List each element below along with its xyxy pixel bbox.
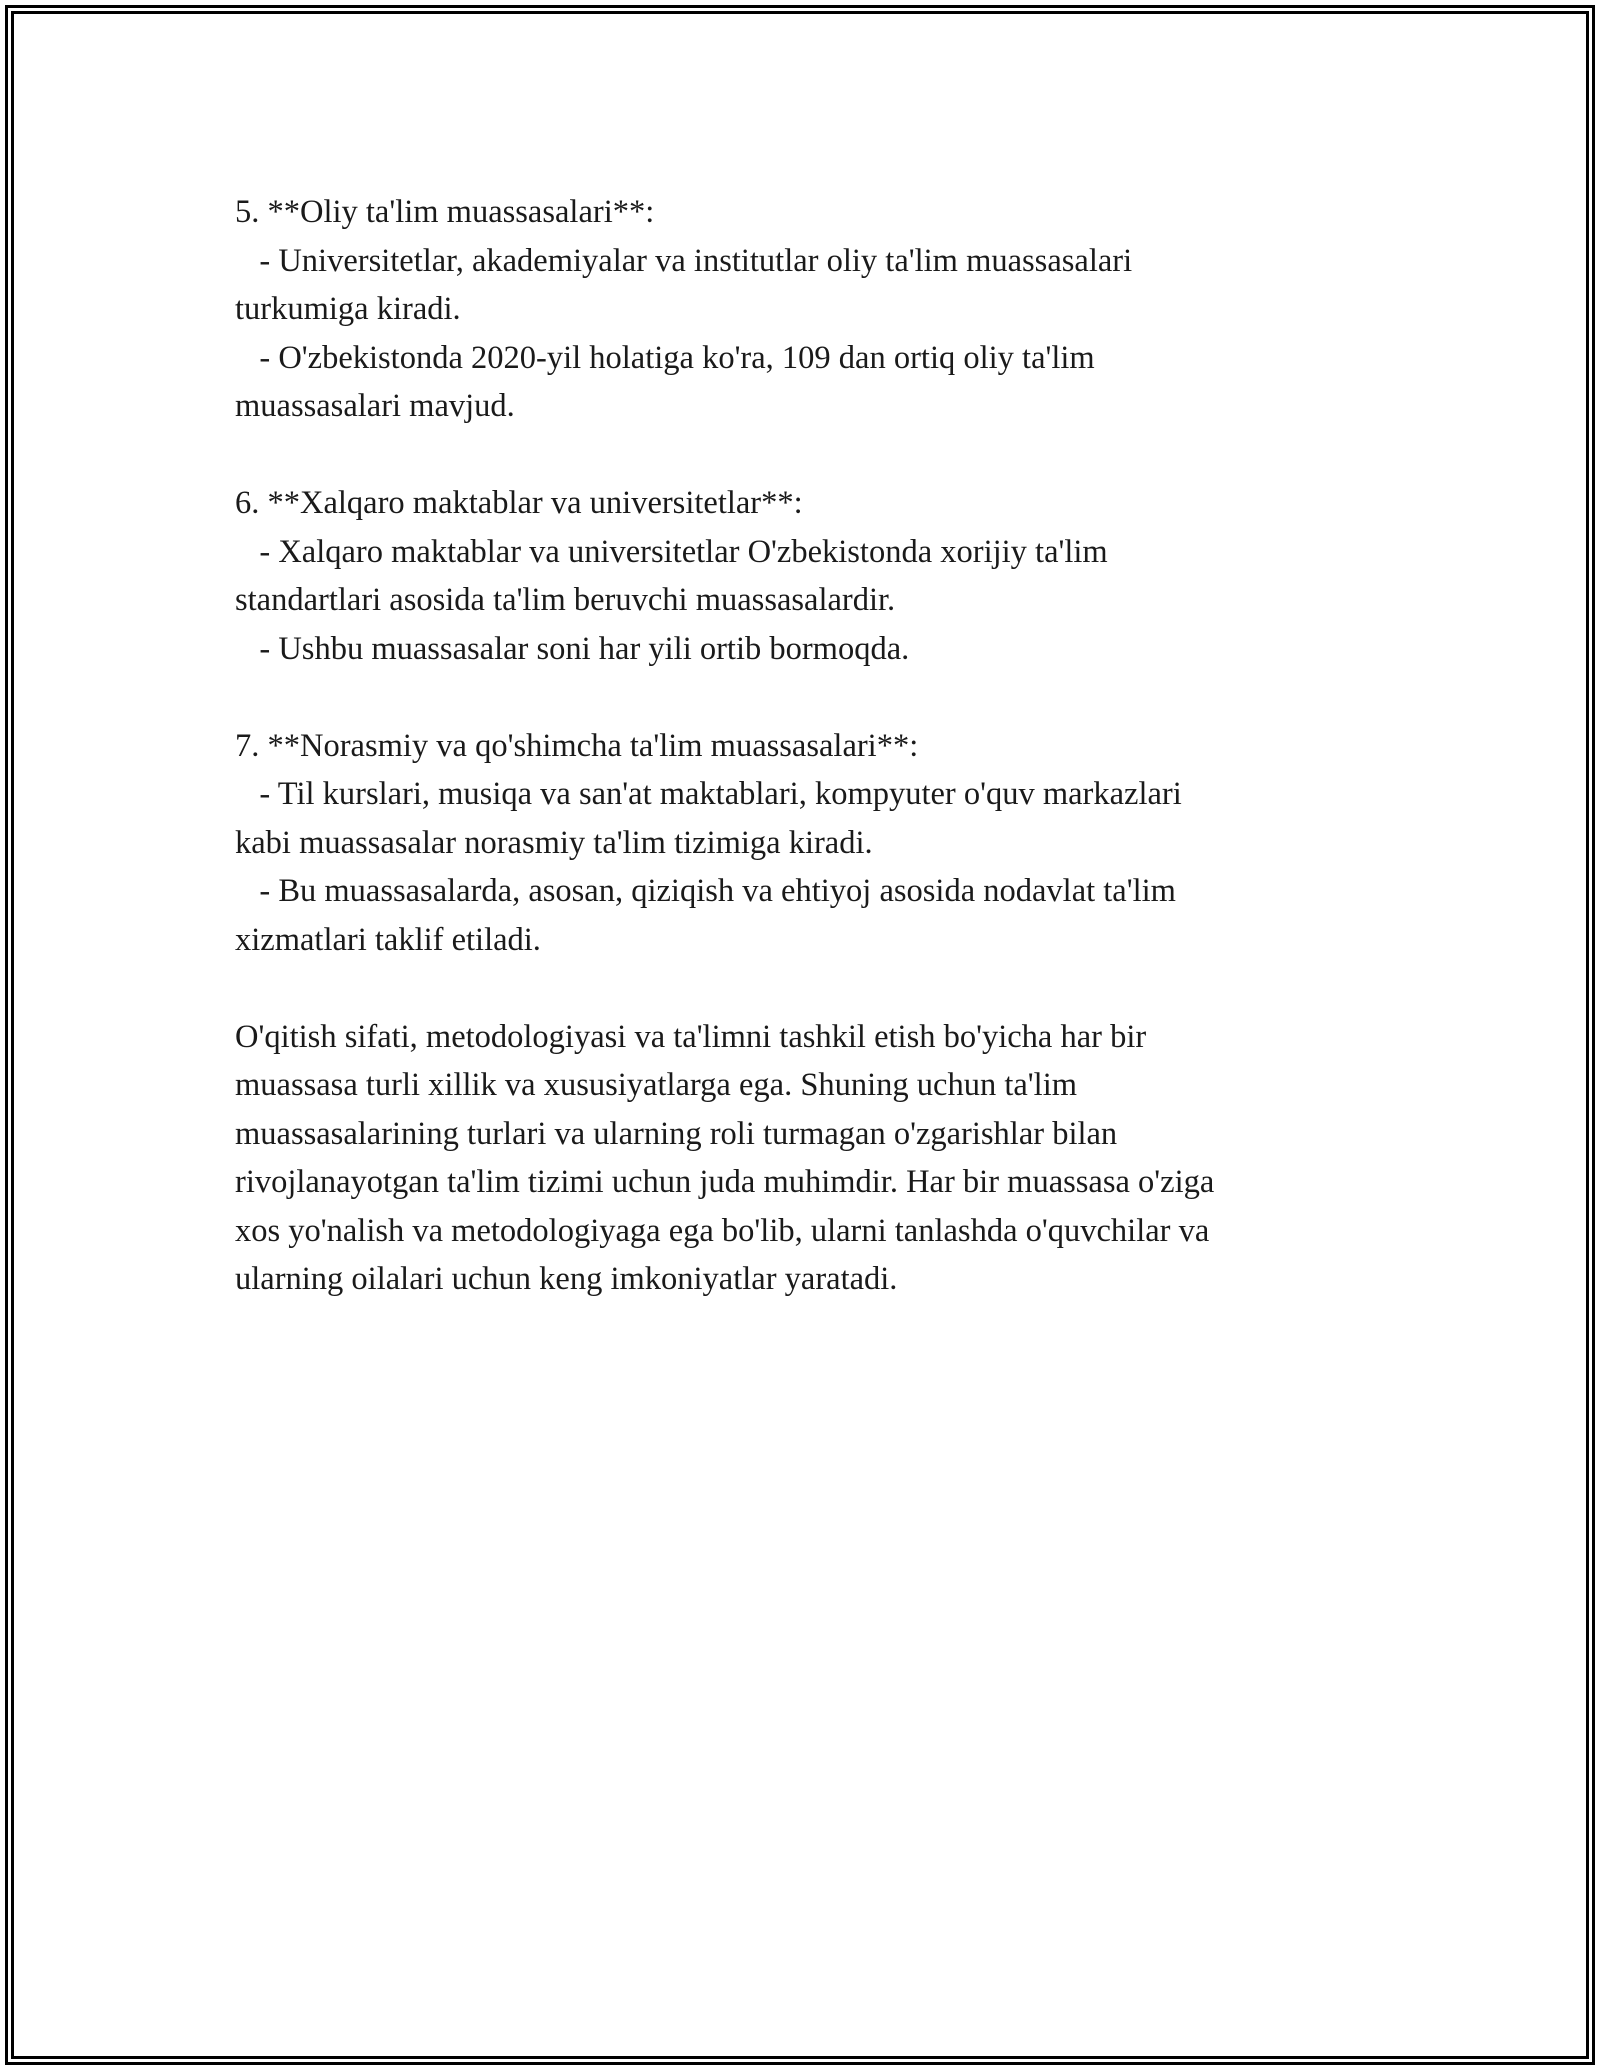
section-line: - Xalqaro maktablar va universitetlar O'zbekistonda xorijiy ta'lim — [235, 533, 1108, 570]
paragraph-line: ularning oilalari uchun keng imkoniyatlar yaratadi. — [235, 1261, 898, 1297]
section-line: - Til kurslari, musiqa va san'at maktablari, kompyuter o'quv markazlari — [235, 776, 1182, 812]
paragraph-line: xos yo'nalish va metodologiyaga ega bo'lib, ularni tanlashda o'quvchilar va — [235, 1212, 1210, 1249]
paragraph-line: muassasa turli xillik va xususiyatlarga ega. Shuning uchun ta'lim — [235, 1067, 1078, 1103]
section-6 — [235, 479, 1395, 673]
section-heading: 6. **Xalqaro maktablar va universitetlar**: — [235, 485, 803, 521]
section-line: muassasalari mavjud. — [235, 388, 515, 424]
section-line: kabi muassasalar norasmiy ta'lim tizimiga kiradi. — [235, 824, 873, 861]
paragraph-line: muassasalarining turlari va ularning roli turmagan o'zgarishlar bilan — [235, 1115, 1118, 1152]
section-7 — [235, 722, 1395, 965]
conclusion-paragraph — [235, 1013, 1395, 1304]
section-line: turkumiga kiradi. — [235, 291, 461, 327]
section-heading: 5. **Oliy ta'lim muassasalari**: — [235, 194, 655, 230]
section-line: - Ushbu muassasalar soni har yili ortib bormoqda. — [235, 630, 910, 667]
section-line: - Universitetlar, akademiyalar va institutlar oliy ta'lim muassasalari — [235, 242, 1133, 279]
section-line: - O'zbekistonda 2020-yil holatiga ko'ra, 109 dan ortiq oliy ta'lim — [235, 339, 1095, 376]
section-line: xizmatlari taklif etiladi. — [235, 921, 541, 958]
document-body — [235, 188, 1395, 1352]
section-heading: 7. **Norasmiy va qo'shimcha ta'lim muassasalari**: — [235, 727, 919, 764]
section-line: - Bu muassasalarda, asosan, qiziqish va ehtiyoj asosida nodavlat ta'lim — [235, 873, 1176, 909]
paragraph-line: O'qitish sifati, metodologiyasi va ta'limni tashkil etish bo'yicha har bir — [235, 1018, 1147, 1055]
paragraph-line: rivojlanayotgan ta'lim tizimi uchun juda muhimdir. Har bir muassasa o'ziga — [235, 1164, 1215, 1200]
section-5 — [235, 188, 1395, 431]
section-line: standartlari asosida ta'lim beruvchi muassasalardir. — [235, 582, 896, 618]
